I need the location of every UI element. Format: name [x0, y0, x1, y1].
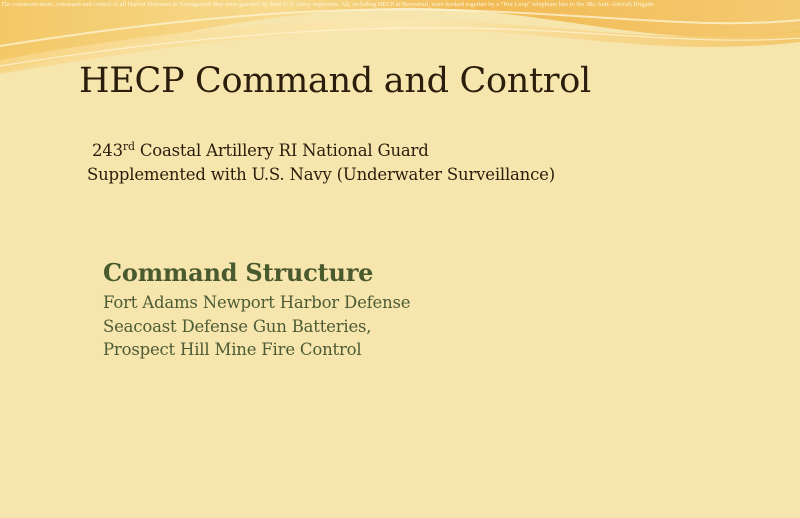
unit-number: 243	[92, 141, 123, 160]
subtitle-line-2: Supplemented with U.S. Navy (Underwater Surveillance)	[87, 165, 555, 184]
list-item: Prospect Hill Mine Fire Control	[103, 340, 362, 359]
unit-ordinal: rd	[122, 140, 135, 153]
caption-text-end: Anti- Aircraft Brigade	[595, 1, 654, 8]
list-item: Fort Adams Newport Harbor Defense	[103, 293, 411, 312]
slide-caption	[0, 0, 800, 12]
command-structure-list	[103, 291, 410, 362]
caption-text: The communication, command and control of all Harbor Defenses in Narragansett Bay were guarded by three U.S. Army regiments. All, including HECP at Beavertail, were hooked together by a "Hot Loop" telephone line to the 38	[1, 1, 593, 8]
unit-name: Coastal Artillery RI National Guard	[134, 141, 429, 160]
subtitle-line-1	[92, 139, 429, 163]
command-structure-heading: Command Structure	[103, 258, 374, 287]
list-item: Seacoast Defense Gun Batteries,	[103, 316, 372, 336]
slide-title: HECP Command and Control	[79, 61, 591, 101]
caption-superscript: th	[592, 2, 596, 7]
